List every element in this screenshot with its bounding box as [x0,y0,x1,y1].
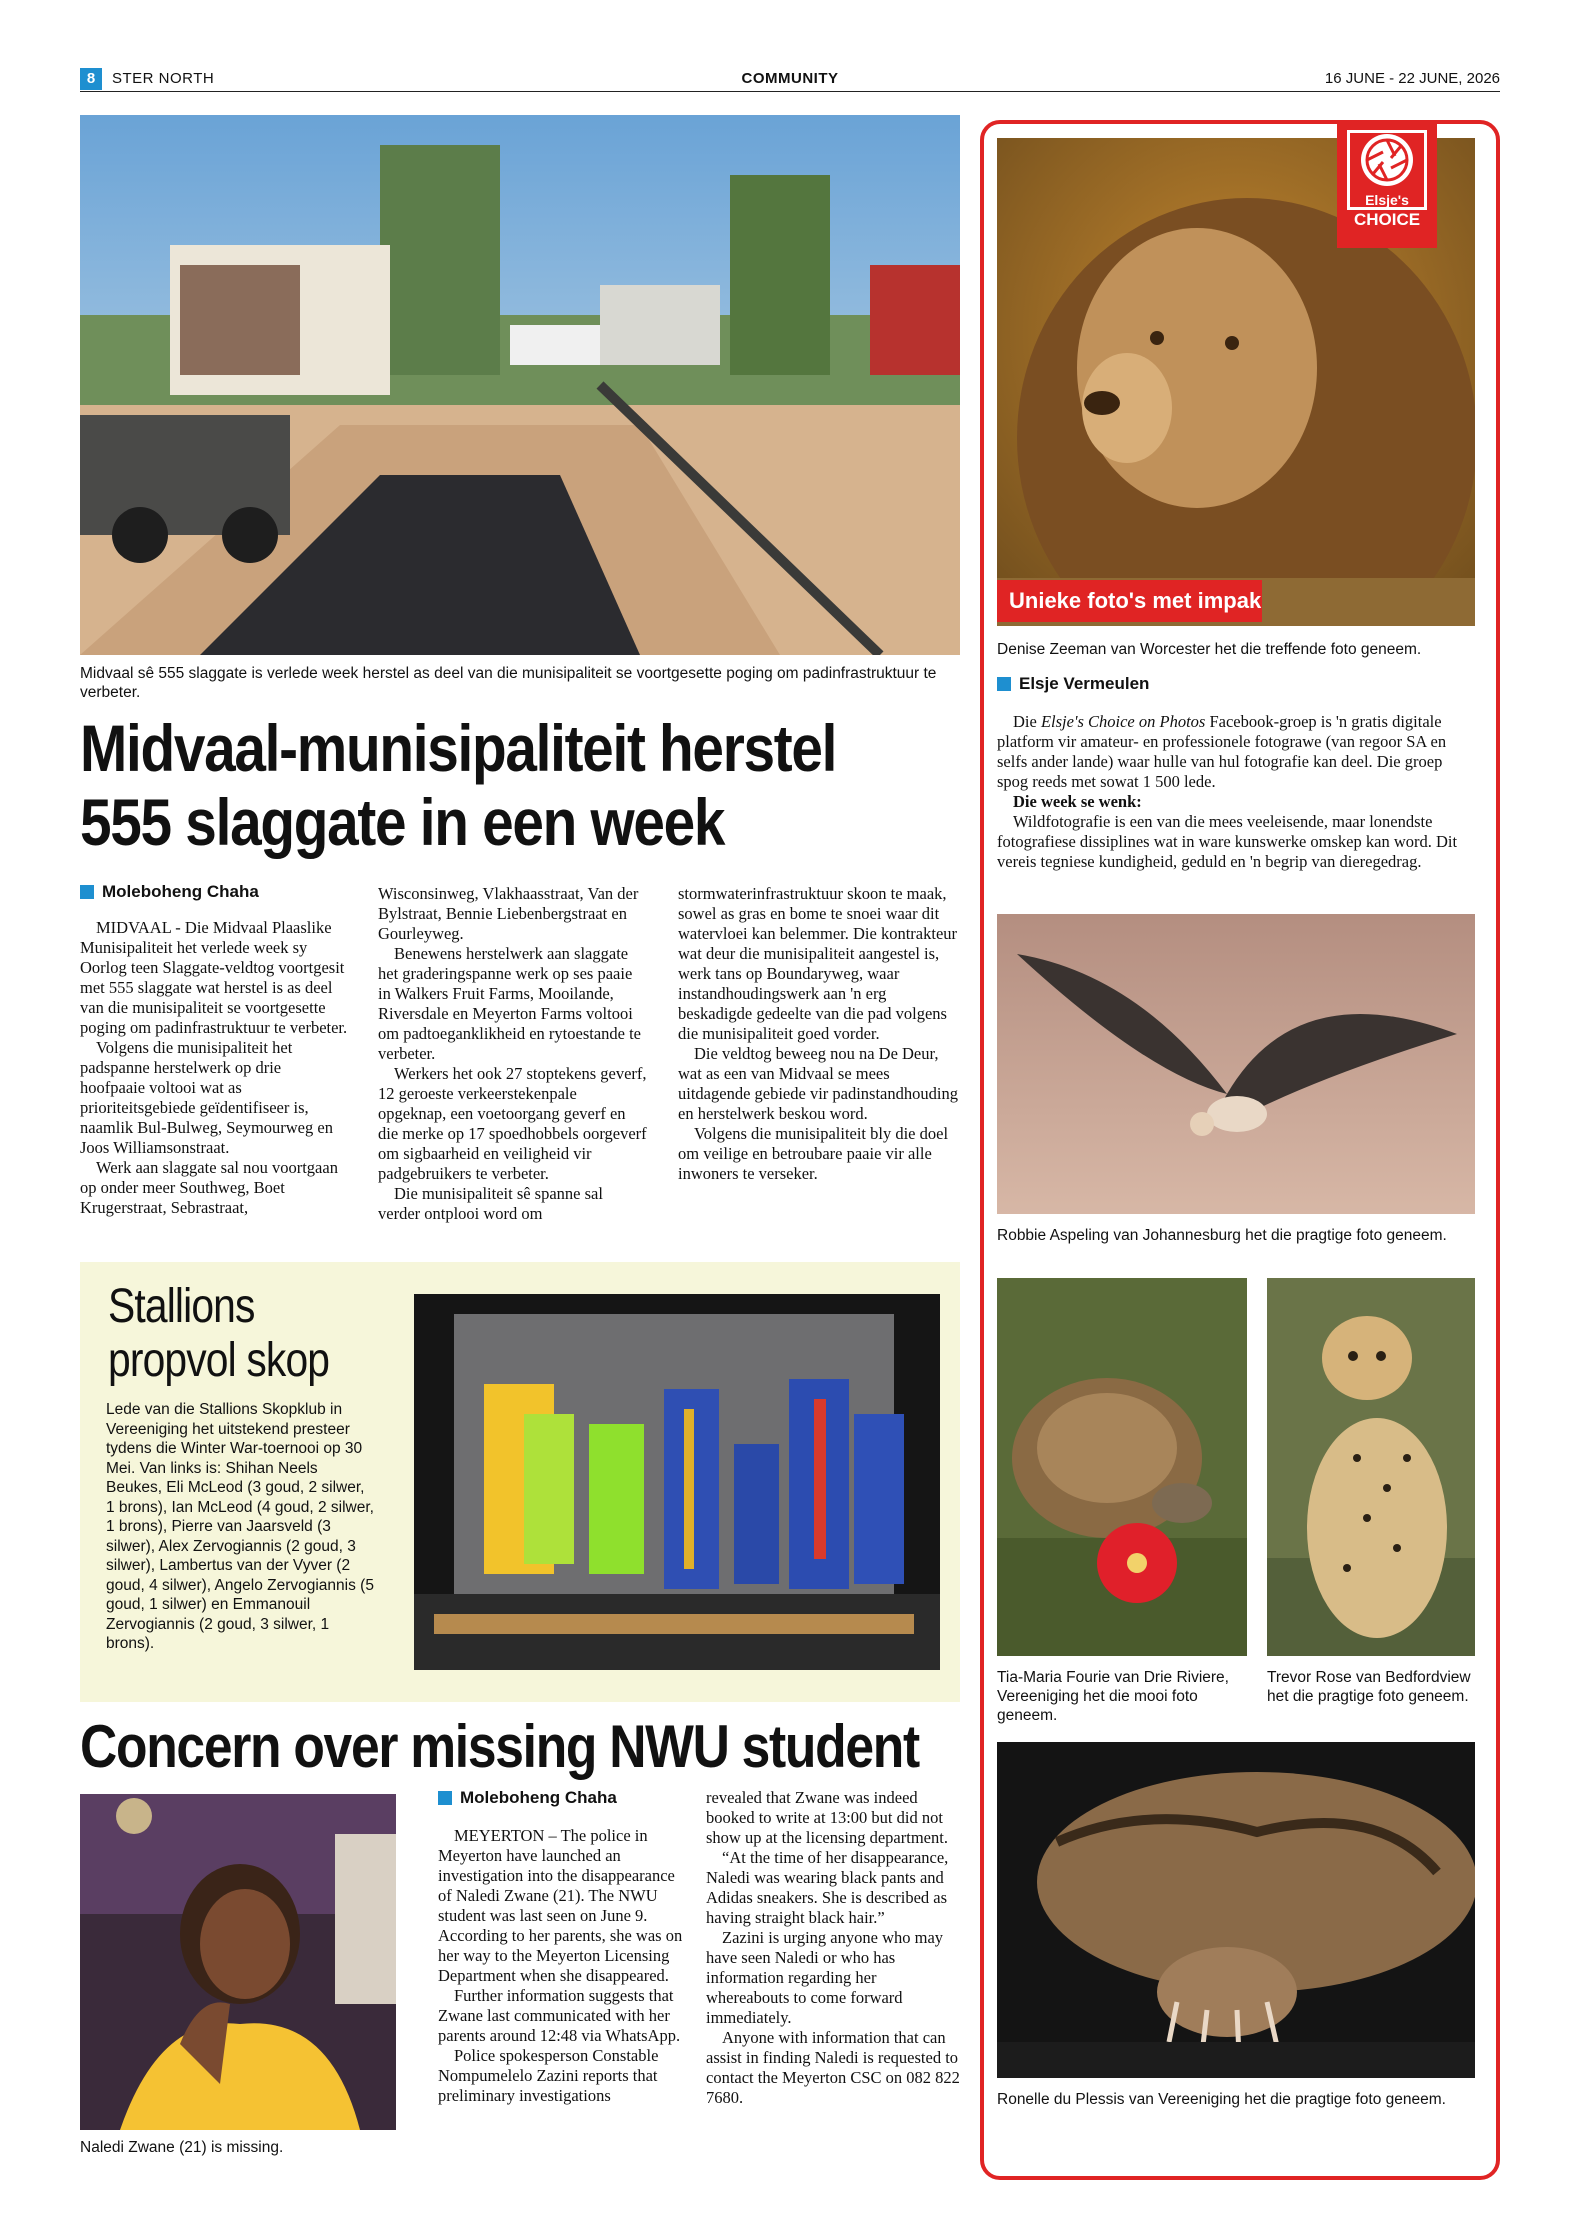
elsje-banner: Unieke foto's met impak [997,580,1262,622]
badge-line1: Elsje's [1365,192,1409,208]
paragraph: Die veldtog beweeg nou na De Deur, wat as een van Midvaal se mees uitdagende gebiede vir padinstandhouding en herstelwerk beskou word. [678,1044,958,1123]
midvaal-column-3 [678,884,960,1184]
page-header [80,68,1500,92]
tip-text: Wildfotografie is een van die mees veeleisende, maar lonendste fotografiese dissiplines wat in ware kunswerke omskep kan word. Dit vereis tegniese kundigheid, geduld en 'n begrip van dieregedrag. [997,812,1458,871]
paragraph: Werkers het ook 27 stoptekens geverf, 12 geroeste verkeerstekenpale opgeknap, een voetoorgang geverf en die merke op 17 spoedhobbels oorgeverf om sigbaarheid en veiligheid vir padgebruikers te verbeter. [378,1064,647,1183]
midvaal-column-2 [378,884,648,1224]
paragraph: stormwaterinfrastruktuur skoon te maak, sowel as gras en bome te snoei waar dit watervloei kan belemmer. Die kontrakteur wat deur die munisipaliteit aangestel is, werk tans op Boundaryweg, waar instandhoudingswerk aan 'n erg beskadigde gedeelte van die pad volgens die munisipaliteit goed vorder. [678,884,958,1043]
paragraph: Die munisipaliteit sê spanne sal verder ontplooi word om [378,1184,603,1223]
paragraph: “At the time of her disappearance, Naledi was wearing black pants and Adidas sneakers. She is described as having straight black hair.” [706,1848,949,1927]
elsje-choice-badge [1337,120,1437,248]
intro-prefix: Die [1013,712,1041,731]
paragraph: revealed that Zwane was indeed booked to write at 13:00 but did not show up at the licensing department. [706,1788,948,1847]
nwu-byline [438,1788,617,1808]
bird-photo [997,914,1475,1214]
lion-caption: Denise Zeeman van Worcester het die treffende foto geneem. [997,641,1422,658]
byline-author: Elsje Vermeulen [1019,674,1150,693]
cheetah-caption: Trevor Rose van Bedfordview het die pragtige foto geneem. [1267,1669,1471,1705]
paragraph: Werk aan slaggate sal nou voortgaan op onder meer Southweg, Boet Krugerstraat, Sebrastraat, [80,1158,338,1217]
byline-author: Moleboheng Chaha [102,882,259,901]
paragraph: MIDVAAL - Die Midvaal Plaaslike Munisipaliteit het verlede week sy Oorlog teen Slaggate-veldtog voortgesit met 555 slaggate wat herstel is as deel van die munisipaliteit se voortgesette poging om padinfrastruktuur te verbeter. [80,918,348,1037]
paragraph: Benewens herstelwerk aan slaggate het graderingspanne werk op ses paaie in Walkers Fruit Farms, Mooilande, Riversdale en Meyerton Farms voltooi om padtoeganklikheid en rytoestande te verbeter. [378,944,642,1063]
paragraph: Wisconsinweg, Vlakhaasstraat, Van der Bylstraat, Bennie Liebenbergstraat en Gourleyweg. [378,884,639,943]
paragraph: Further information suggests that Zwane last communicated with her parents around 12:48 via WhatsApp. [438,1986,681,2045]
byline-marker [80,885,94,899]
camera-aperture-icon [1361,134,1413,186]
paragraph: Zazini is urging anyone who may have seen Naledi or who has information regarding her whereabouts to come forward immediately. [706,1928,944,2027]
tortoise-photo [997,1278,1247,1656]
cheetah-photo [1267,1278,1475,1656]
badge-line2: CHOICE [1353,210,1421,229]
tip-heading: Die week se wenk: [1013,792,1142,811]
paragraph: MEYERTON – The police in Meyerton have launched an investigation into the disappearance of Naledi Zwane (21). The NWU student was last seen on June 9. According to her parents, she was on her way to the Meyerton Licensing Department when she disappeared. [438,1826,683,1985]
stallions-caption: Lede van die Stallions Skopklub in Vereeniging het uitstekend presteer tydens die Winter War-toernooi op 30 Mei. Van links is: Shihan Neels Beukes, Eli McLeod (3 goud, 2 silwer, 1 brons), Ian McLeod (4 goud, 2 silwer, 1 brons), Pierre van Jaarsveld (3 silwer), Alex Zervogiannis (2 goud, 3 silwer), Lambertus van der Vyver (2 goud, 4 silwer), Angelo Zervogiannis (5 goud, 1 silwer) en Emmanouil Zervogiannis (2 goud, 3 silwer, 1 brons). [106,1401,374,1652]
stallions-headline-line1: Stallions [108,1280,255,1333]
bird-caption: Robbie Aspeling van Johannesburg het die pragtige foto geneem. [997,1227,1447,1244]
page-number: 8 [80,68,102,90]
group-name: Elsje's Choice on Photos [1040,712,1206,731]
karate-team-photo [414,1294,940,1670]
kitten-caption: Ronelle du Plessis van Vereeniging het die pragtige foto geneem. [997,2091,1446,2108]
paragraph: Volgens die munisipaliteit bly die doel om veilige en betroubare paaie vir alle inwoners te verseker. [678,1124,949,1183]
intro-text: Facebook-groep is 'n gratis digitale platform vir amateur- en professionele fotograwe (van regoor SA en selfs ander lande) waar hulle van hul fotografie kan deel. Die groep spog reeds met sowat 1 500 lede. [997,712,1447,791]
elsje-byline [997,674,1149,694]
byline-marker [438,1791,452,1805]
stallions-feature-box [80,1262,960,1702]
issue-date: 16 JUNE - 22 JUNE, 2026 [1324,70,1500,87]
byline-author: Moleboheng Chaha [460,1788,617,1807]
road-repair-photo [80,115,960,655]
nwu-column-1 [438,1826,688,2106]
nwu-column-2 [706,1788,960,2108]
publication-name: STER NORTH [112,70,215,87]
midvaal-column-1 [80,918,350,1218]
stallions-headline-line2: propvol skop [108,1334,330,1387]
kitten-photo [997,1742,1475,2078]
nwu-headline: Concern over missing NWU student [80,1713,919,1780]
elsje-intro [997,712,1475,872]
paragraph: Anyone with information that can assist in finding Naledi is requested to contact the Meyerton CSC on 082 822 7680. [706,2028,960,2107]
missing-student-caption: Naledi Zwane (21) is missing. [80,2139,284,2156]
tortoise-caption: Tia-Maria Fourie van Drie Riviere, Vereeniging het die mooi foto geneem. [997,1669,1229,1724]
midvaal-headline-line2: 555 slaggate in een week [80,785,725,859]
midvaal-byline [80,882,259,902]
byline-marker [997,677,1011,691]
paragraph: Police spokesperson Constable Nompumelelo Zazini reports that preliminary investigations [438,2046,659,2105]
road-repair-caption: Midvaal sê 555 slaggate is verlede week herstel as deel van die munisipaliteit se voortgesette poging om padinfrastruktuur te verbeter. [80,665,937,701]
section-name: COMMUNITY [741,70,839,87]
midvaal-headline-line1: Midvaal-munisipaliteit herstel [80,711,837,785]
missing-student-photo [80,1794,396,2130]
paragraph: Volgens die munisipaliteit het padspanne herstelwerk op drie hoofpaaie voltooi wat as prioriteitsgebiede geïdentifiseer is, naamlik Bul-Bulweg, Seymourweg en Joos Williamsonstraat. [80,1038,333,1157]
